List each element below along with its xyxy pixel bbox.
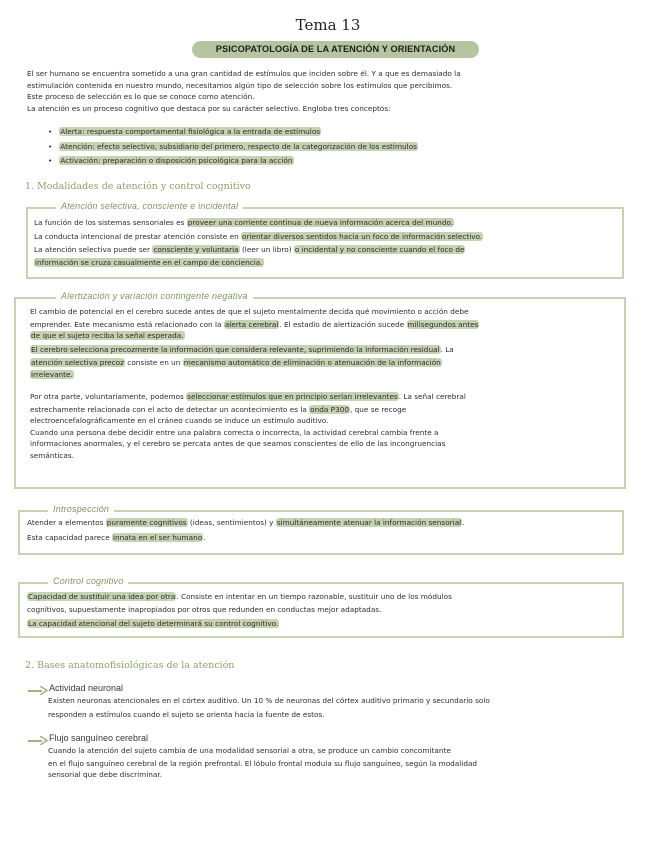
box-title: Introspección	[48, 504, 114, 514]
concept-list	[48, 126, 418, 167]
highlight: atención selectiva precoz	[31, 358, 124, 367]
highlight: alerta cerebral	[224, 319, 279, 329]
text-span: La conducta intencional de prestar atención consiste en	[34, 231, 242, 241]
text-line: en el flujo sanguíneo cerebral de la región prefrontal. El lóbulo frontal modula su flujo sanguíneo, según la modalidad	[48, 758, 478, 768]
intro-line: El ser humano se encuentra sometido a una gran cantidad de estímulos que inciden sobre él. Y a que es demasiado la	[27, 69, 461, 78]
text-span: Esta capacidad parece	[27, 532, 112, 542]
list-item: • Activación: preparación o disposición psicológica para la acción	[48, 156, 293, 165]
text-line	[30, 330, 479, 342]
arrow-right-icon	[40, 686, 48, 695]
text-span: La función de los sistemas sensoriales es	[34, 218, 187, 227]
topic-banner: PSICOPATOLOGÍA DE LA ATENCIÓN Y ORIENTACIÓN	[192, 41, 479, 58]
highlight: proveer una corriente continua de nueva información acerca del mundo.	[187, 218, 454, 227]
text-line	[27, 517, 465, 529]
highlight: onda P300	[310, 404, 349, 414]
highlight: irrelevante.	[31, 369, 73, 379]
highlight: mecanismo automático de eliminación o atenuación de la información	[183, 358, 441, 367]
highlight: o incidental y no consciente cuando el foco de	[294, 245, 465, 254]
box-title: Control cognitivo	[48, 576, 128, 586]
text-span: consiste en un	[124, 358, 183, 367]
paragraph-actividad-neuronal	[48, 695, 490, 720]
text-span: .	[203, 532, 206, 542]
box-content	[27, 517, 465, 543]
text-span: . La	[440, 344, 454, 354]
text-span: (leer un libro)	[239, 245, 294, 254]
paragraph-flujo-sanguineo	[48, 745, 477, 781]
highlight: El cerebro selecciona precozmente la información que considera relevante, suprimiendo la información residual	[31, 344, 440, 354]
highlight: La capacidad atencional del sujeto determinará su control cognitivo.	[28, 619, 279, 628]
box-title: Atención selectiva, consciente e incidental	[56, 201, 243, 211]
text-line	[30, 319, 479, 331]
text-line	[27, 532, 465, 544]
text-line: Cuando una persona debe decidir entre una palabra correcta o incorrecta, la actividad cerebral cambia frente a	[30, 427, 439, 437]
text-span: emprender. Este mecanismo está relacionado con la	[30, 319, 224, 329]
highlight: de que el sujeto reciba la señal esperada.	[31, 331, 184, 340]
text-line	[27, 591, 452, 603]
subheading-flujo-sanguineo: Flujo sanguíneo cerebral	[49, 733, 149, 743]
text-line	[34, 231, 483, 243]
text-line: sensorial que debe discriminar.	[48, 770, 163, 779]
text-line	[30, 369, 479, 381]
highlight: puramente cognitivos	[106, 518, 187, 527]
list-item: • Atención: efecto selectivo, subsidiario del primero, respecto de la categorización de los estímulos	[48, 141, 417, 151]
text-span: . Consiste en intentar en un tiempo razonable, sustituir uno de los módulos	[176, 592, 452, 601]
text-span: La atención selectiva puede ser	[34, 245, 153, 254]
subheading-actividad-neuronal: Actividad neuronal	[49, 683, 124, 693]
text-span: , que se recoge	[350, 404, 407, 414]
text-span: estrechamente relacionada con el acto de detectar un acontecimiento es la	[30, 404, 310, 414]
text-line	[27, 618, 452, 630]
text-line: electroencefalográficamente en el cráneo cuando se induce un estímulo auditivo.	[30, 416, 329, 425]
intro-paragraph	[27, 68, 461, 114]
text-line	[30, 357, 479, 369]
text-line: Cuando la atención del sujeto cambia de una modalidad sensorial a otra, se produce un cambio concomitante	[48, 746, 451, 755]
text-line: responden a estímulos cuando el sujeto se orienta hacia la fuente de estos.	[48, 709, 325, 719]
concept-alerta: Alerta: respuesta comportamental fisiológica a la entrada de estímulos	[60, 127, 321, 136]
text-line: El cambio de potencial en el cerebro sucede antes de que el sujeto mentalmente decida qué movimiento o acción debe	[30, 307, 469, 316]
highlight: Capacidad de sustituir una idea por otra	[28, 592, 176, 601]
highlight: orientar diversos sentidos hacia un foco de información selectivo.	[242, 231, 483, 241]
text-line: Existen neuronas atencionales en el córtex auditivo. Un 10 % de neuronas del córtex auditivo primario y secundario solo	[48, 696, 490, 705]
highlight: información se cruza casualmente en el campo de conciencia.	[35, 257, 263, 267]
section-heading-1: 1. Modalidades de atención y control cognitivo	[25, 181, 251, 192]
text-line	[30, 344, 479, 356]
text-span: (ideas, sentimientos) y	[187, 518, 276, 527]
text-span: . El estadio de alertización sucede	[279, 319, 407, 329]
concept-atencion: Atención: efecto selectivo, subsidiario del primero, respecto de la categorización de los estímulos	[60, 141, 417, 151]
box-content	[34, 217, 483, 268]
highlight: simultáneamente atenuar la información sensorial	[276, 518, 462, 527]
arrow-right-icon	[40, 736, 48, 745]
list-item: • Alerta: respuesta comportamental fisiológica a la entrada de estímulos	[48, 127, 321, 136]
text-span: .	[462, 518, 465, 527]
text-line: cognitivos, supuestamente inapropiados por otros que redunden en conductas mejor adaptadas.	[27, 604, 382, 614]
highlight: milisegundos antes	[407, 319, 479, 329]
text-line	[34, 244, 483, 256]
highlight: seleccionar estímulos que en principio serían irrelevantes	[187, 392, 398, 401]
text-line: semánticas.	[30, 450, 74, 460]
text-line	[30, 391, 479, 403]
box-content	[27, 591, 452, 630]
highlight: innata en el ser humano	[113, 532, 203, 542]
text-line	[34, 217, 483, 229]
text-line: informaciones anormales, y el cerebro se percata antes de que seamos conscientes de ello de las incongruencias	[30, 439, 446, 448]
intro-line: estimulación contenida en nuestro mundo, necesitamos algún tipo de selección sobre los estímulos que percibimos.	[27, 80, 453, 90]
text-line	[34, 257, 483, 269]
section-heading-2: 2. Bases anatomofisiológicas de la atención	[25, 660, 235, 671]
box-content	[30, 306, 479, 461]
page-title: Tema 13	[295, 16, 361, 34]
concept-activacion: Activación: preparación o disposición psicológica para la acción	[60, 156, 293, 165]
text-span: Atender a elementos	[27, 518, 106, 527]
intro-line: La atención es un proceso cognitivo que destaca por su carácter selectivo. Engloba tres conceptos:	[27, 103, 391, 113]
intro-line: Este proceso de selección es lo que se conoce como atención.	[27, 92, 255, 101]
text-span: . La señal cerebral	[398, 392, 466, 401]
highlight: consciente y voluntaria	[153, 245, 239, 254]
text-line	[30, 404, 479, 416]
text-span: Por otra parte, voluntariamente, podemos	[30, 392, 187, 401]
box-title: Alertización y variación contingente negativa	[56, 291, 253, 301]
